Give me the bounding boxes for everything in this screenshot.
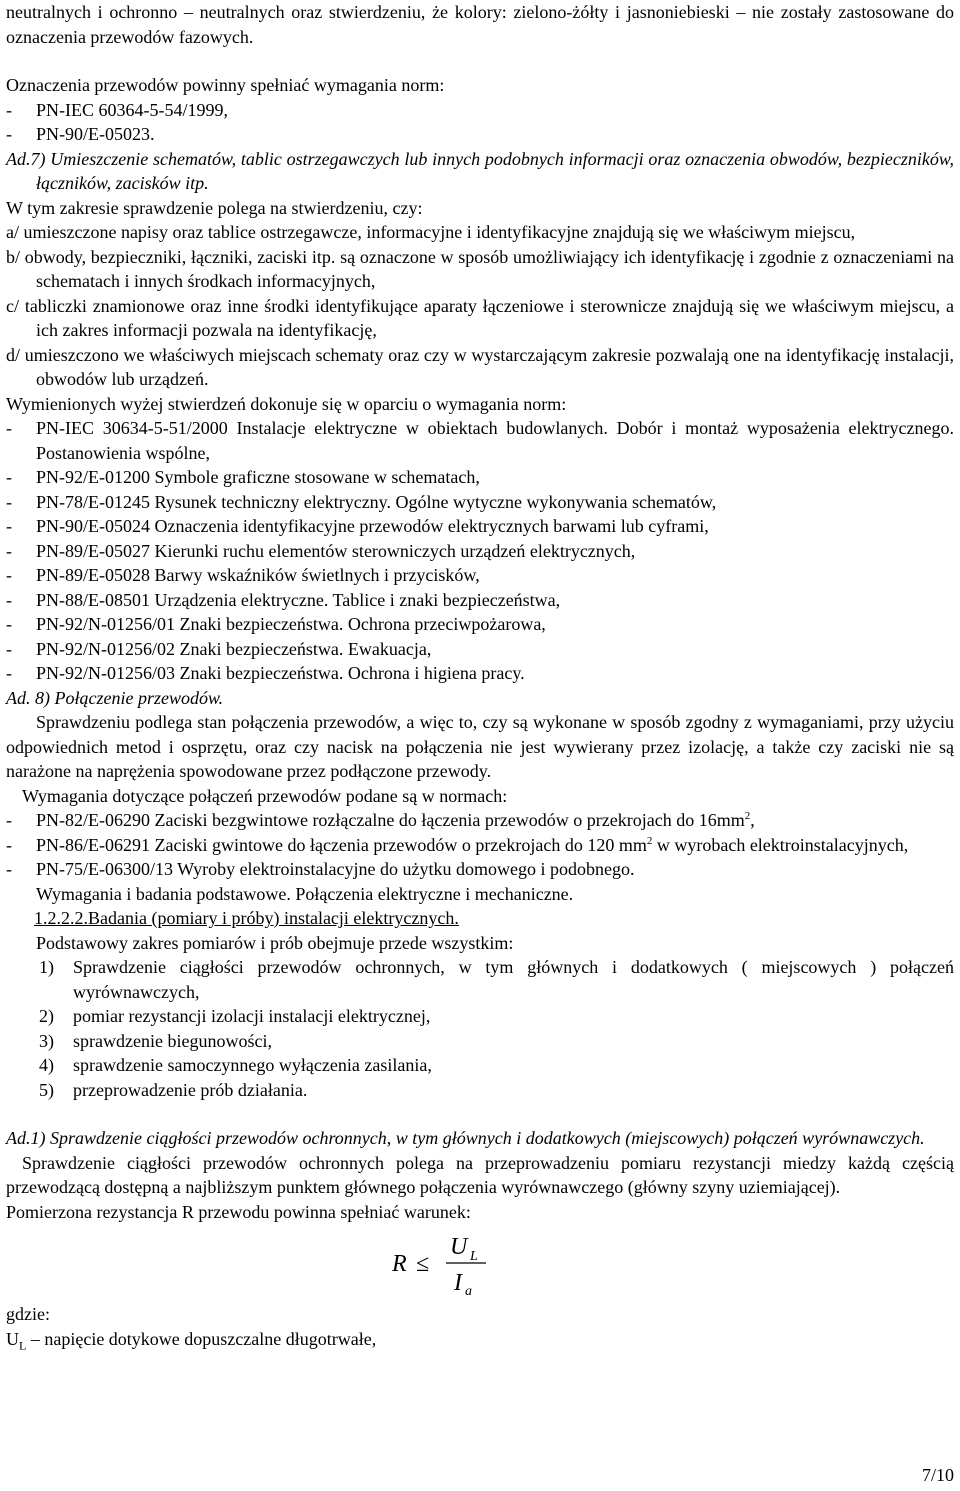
norm-item: - PN-92/N-01256/02 Znaki bezpieczeństwa. Ewakuacja,: [6, 638, 432, 659]
ad1-condition: Pomierzona rezystancja R przewodu powinna spełniać warunek:: [6, 1201, 471, 1222]
ad7-lead: W tym zakresie sprawdzenie polega na stwierdzeniu, czy:: [6, 197, 423, 218]
list-item: 1) Sprawdzenie ciągłości przewodów ochronnych, w tym głównych i dodatkowych ( miejscowych ) połączeń wyrównawczych,: [39, 957, 954, 1002]
ad8-paragraph: Sprawdzeniu podlega stan połączenia przewodów, a więc to, czy są wykonane w sposób zgodny z wymaganiami, przy użyciu odpowiednich metod i osprzętu, oraz czy nacisk na połączenia nie jest wywierany przez izolację, a także czy zaciski nie są narażone na naprężenia spowodowane przez podłączone przewody.: [6, 712, 954, 781]
norm-item: - PN-92/N-01256/01 Znaki bezpieczeństwa. Ochrona przeciwpożarowa,: [6, 614, 546, 634]
formula-graphic: [386, 1224, 526, 1302]
ad7-item-a: a/ umieszczone napisy oraz tablice ostrzegawcze, informacyjne i identyfikacyjne znajdują się we właściwym miejscu,: [6, 222, 856, 242]
continuation-paragraph: neutralnych i ochronno – neutralnych oraz stwierdzeniu, że kolory: zielono-żółty i jasnoniebieski – nie zostały zastosowane do oznaczenia przewodów fazowych.: [6, 2, 954, 47]
ad1-heading: Ad.1) Sprawdzenie ciągłości przewodów ochronnych, w tym głównych i dodatkowych (miejscowych) połączeń wyrównawczych.: [6, 1128, 925, 1148]
norm-item: - PN-78/E-01245 Rysunek techniczny elektryczny. Ogólne wytyczne wykonywania schematów,: [6, 491, 717, 512]
norm-item: - PN-86/E-06291 Zaciski gwintowe do łączenia przewodów o przekrojach do 120 $mm^2$ w wyrobach elektroinstalacyjnych,: [6, 834, 909, 855]
ad7-heading: Ad.7) Umieszczenie schematów, tablic ostrzegawczych lub innych podobnych informacji oraz oznaczenia obwodów, bezpieczników, łączników, zacisków itp.: [6, 148, 954, 193]
norm-item: - PN-88/E-08501 Urządzenia elektryczne. Tablice i znaki bezpieczeństwa,: [6, 589, 561, 610]
formula-lhs: R: [392, 1251, 407, 1277]
norm-item: - PN-89/E-05027 Kierunki ruchu elementów sterowniczych urządzeń elektrycznych,: [6, 540, 636, 561]
norm-item: - PN-82/E-06290 Zaciski bezgwintowe rozłączalne do łączenia przewodów o przekrojach do $16mm^2$,: [6, 810, 755, 830]
ad7-item-b: b/ obwody, bezpieczniki, łączniki, zaciski itp. są oznaczone w sposób umożliwiający ich identyfikację i zgodnie z oznaczeniami na schematach i innych środkach informacyjnych,: [6, 246, 954, 291]
section-lead: Podstawowy zakres pomiarów i prób obejmuje przede wszystkim:: [36, 932, 514, 953]
norm-item: - PN-IEC 60364-5-54/1999,: [6, 99, 228, 120]
norm-item: - PN-90/E-05024 Oznaczenia identyfikacyjne przewodów elektrycznych barwami lub cyframi,: [6, 516, 709, 536]
list-item: 2) pomiar rezystancji izolacji instalacji elektrycznej,: [39, 1006, 431, 1026]
list-item: 3) sprawdzenie biegunowości,: [39, 1030, 272, 1051]
norm-item: - PN-90/E-05023.: [6, 124, 155, 144]
norm-item: - PN-92/E-01200 Symbole graficzne stosowane w schematach,: [6, 467, 480, 487]
formula-relation: ≤: [416, 1251, 430, 1277]
section-heading: 1.2.2.2.Badania (pomiary i próby) instalacji elektrycznych.: [34, 908, 459, 928]
norm-item: - PN-92/N-01256/03 Znaki bezpieczeństwa. Ochrona i higiena pracy.: [6, 663, 525, 683]
resistance-formula: [6, 1224, 954, 1302]
formula-numerator: U: [450, 1234, 468, 1260]
ad8-heading: Ad. 8) Połączenie przewodów.: [6, 687, 224, 708]
spacer: [6, 1102, 954, 1126]
formula-denominator-sub: a: [465, 1284, 472, 1299]
spacer: [6, 49, 954, 73]
formula-numerator-sub: L: [470, 1249, 478, 1264]
ad7-item-c: c/ tabliczki znamionowe oraz inne środki identyfikujące aparaty łączeniowe i sterownicze znajdują się we właściwym miejscu, a ich zakres informacji pozwala na identyfikację,: [6, 295, 954, 340]
ad1-paragraph: Sprawdzenie ciągłości przewodów ochronnych polega na przeprowadzeniu pomiaru rezystancji miedzy każdą częścią przewodzącą dostępną a najbliższym punktem głównego połączenia wyrównawczego (główny szyny uziemiającej).: [6, 1152, 954, 1197]
norm-item: - PN-89/E-05028 Barwy wskaźników świetlnych i przycisków,: [6, 565, 480, 585]
ad7-norms-intro: Wymienionych wyżej stwierdzeń dokonuje się w oparciu o wymagania norm:: [6, 393, 567, 414]
ad8-norms-intro: Wymagania dotyczące połączeń przewodów podane są w normach:: [22, 785, 508, 806]
norms-intro: Oznaczenia przewodów powinny spełniać wymagania norm:: [6, 75, 445, 95]
formula-denominator: I: [454, 1270, 462, 1296]
ad7-item-d: d/ umieszczono we właściwych miejscach schematy oraz czy w wystarczającym zakresie pozwalają one na identyfikację instalacji, obwodów lub urządzeń.: [6, 344, 954, 389]
list-item: 4) sprawdzenie samoczynnego wyłączenia zasilania,: [39, 1055, 432, 1075]
ad8-closing: Wymagania i badania podstawowe. Połączenia elektryczne i mechaniczne.: [36, 883, 574, 904]
norm-item: - PN-75/E-06300/13 Wyroby elektroinstalacyjne do użytku domowego i podobnego.: [6, 859, 635, 879]
definition-line: $U_L$ – napięcie dotykowe dopuszczalne długotrwałe,: [6, 1328, 377, 1353]
norm-item: - PN-IEC 30634-5-51/2000 Instalacje elektryczne w obiektach budowlanych. Dobór i montaż wyposażenia elektrycznego. Postanowienia wspólne,: [6, 418, 954, 463]
list-item: 5) przeprowadzenie prób działania.: [39, 1079, 308, 1100]
page-number: 7/10: [921, 1464, 954, 1485]
where-label: gdzie:: [6, 1304, 50, 1324]
